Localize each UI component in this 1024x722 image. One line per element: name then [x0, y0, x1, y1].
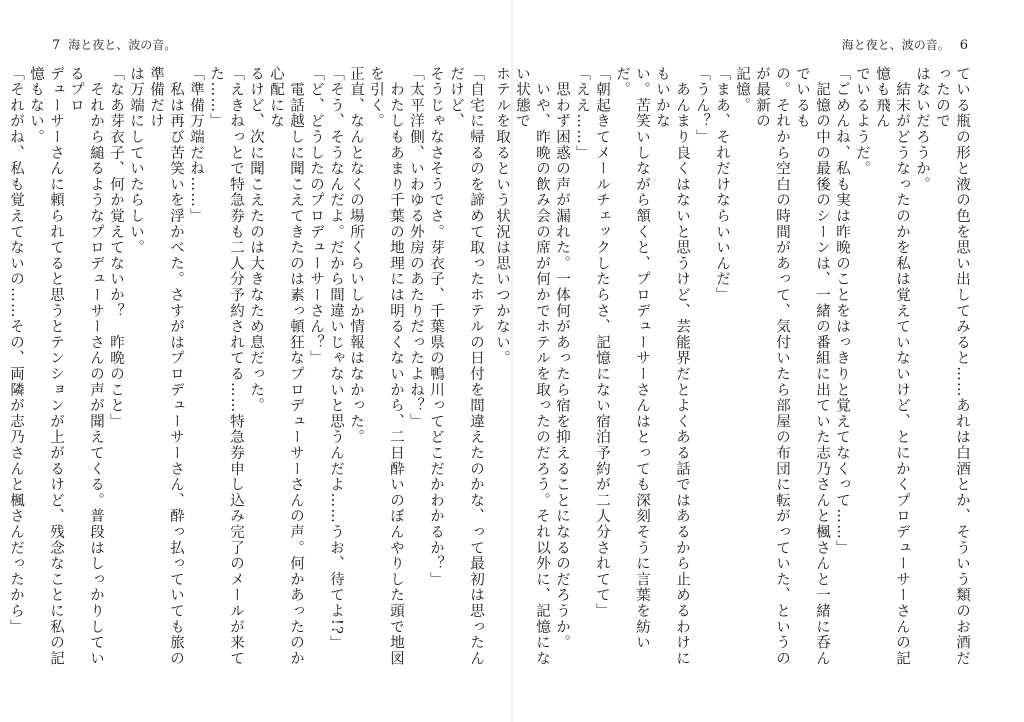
- text-line: 「なあ芽衣子、何か覚えてないか？ 昨晩のこと」: [108, 66, 124, 430]
- text-line: の。それから空白の時間があって、気付いたら部屋の布団に転がっていた、というのが最新の: [754, 66, 790, 667]
- text-line: 記憶の中の最後のシーンは、一緒の番組に出ていた志乃さんと楓さんと一緒に呑んでいるも: [794, 66, 830, 667]
- right-page-body: [494, 66, 972, 672]
- text-line: 正直、なんとなくの場所くらいしか情報はなかった。: [348, 66, 364, 446]
- text-line: るけど、次に聞こえたのは大きなため息だった。: [248, 66, 264, 414]
- text-line: 「自宅に帰るのを諦めて取ったホテルの日付を間違えたのかな、って最初は思ったんだけど、: [448, 66, 484, 667]
- text-line: 「それがね、私も覚えてないの……その、両隣が志乃さんと楓さんだったから」: [8, 66, 24, 635]
- left-running-title: 海と夜と、波の音。: [68, 38, 177, 52]
- text-line: はないだろうか。: [914, 66, 930, 193]
- text-line: 「準備万端だね……」: [188, 66, 204, 224]
- text-line: そうじゃなさそうでさ。芽衣子、千葉県の鴨川ってどこだかわかるか？」: [428, 66, 444, 588]
- text-line: 「そう、そうなんだよ。だから間違いじゃないと思うんだよ……うお、待てよ!?」: [328, 66, 344, 652]
- text-line: わたしもあまり千葉の地理には明るくないから、二日酔いのぼんやりした頭で地図を引く。: [368, 66, 404, 667]
- text-line: ホテルを取るという状況は思いつかない。: [494, 66, 510, 367]
- text-line: 私は再び苦笑いを浮かべた。さすがはプロデューサーさん、酔っ払っていても旅の準備だけ: [148, 66, 184, 667]
- text-line: 電話越しに聞こえてきたのは素っ頓狂なプロデューサーさんの声。何かあったのか心配にな: [268, 66, 304, 667]
- text-line: ている瓶の形と液の色を思い出してみると……あれは白酒とか、そういう類のお酒だったので: [934, 66, 970, 667]
- text-line: は万端にしていたらしい。: [128, 66, 144, 256]
- text-line: 「えきねっとで特急券も二人分予約されてる……特急券申し込み完了のメールが来てた……」: [208, 66, 244, 667]
- right-page-number: 6: [959, 38, 968, 53]
- text-line: 「ど、どうしたのプロデューサーさん？」: [308, 66, 324, 367]
- text-line: 「太平洋側、いわゆる外房のあたりだったよね？」: [408, 66, 424, 430]
- text-line: 「ごめんね、私も実は昨晩のことをはっきりと覚えてなくって……」: [834, 66, 850, 556]
- text-line: 「ええ……」: [574, 66, 590, 161]
- text-line: デューサーさんに頼られてると思うとテンションが上がるけど、残念なことに私の記憶もない。: [28, 66, 64, 667]
- text-line: それから縋るようなプロデューサーさんの声が聞えてくる。普段はしっかりしているプロ: [68, 66, 104, 667]
- text-line: 記憶。: [734, 66, 750, 114]
- text-line: 「朝起きてメールチェックしたらさ、記憶にない宿泊予約が二人分されてて」: [594, 66, 610, 619]
- text-line: いや、昨晩の飲み会の席が何かでホテルを取ったのだろう。それ以外に、記憶にない状態で: [514, 66, 550, 667]
- text-line: あんまり良くはないと思うけど、芸能界だとよくある話ではあるから止めるわけにもいかな: [654, 66, 690, 667]
- left-page-header: [52, 38, 176, 53]
- text-line: い。苦笑いしながら頷くと、プロデューサーさんはとっても深刻そうに言葉を紡いだ。: [614, 66, 650, 651]
- right-page-header: [842, 38, 968, 53]
- text-line: 結末がどうなったのかを私は覚えていないけど、とにかくプロデューサーさんの記憶も飛ん: [874, 66, 910, 667]
- text-line: 「うん？」: [694, 66, 710, 145]
- text-line: でいるようだ。: [854, 66, 870, 177]
- text-line: 「まあ、それだけならいいんだ」: [714, 66, 730, 303]
- left-page-number: 7: [52, 38, 61, 53]
- text-line: 思わず困惑の声が漏れた。一体何があったら宿を抑えることになるのだろうか。: [554, 66, 570, 651]
- left-page-body: [8, 66, 486, 672]
- right-running-title: 海と夜と、波の音。: [841, 38, 950, 52]
